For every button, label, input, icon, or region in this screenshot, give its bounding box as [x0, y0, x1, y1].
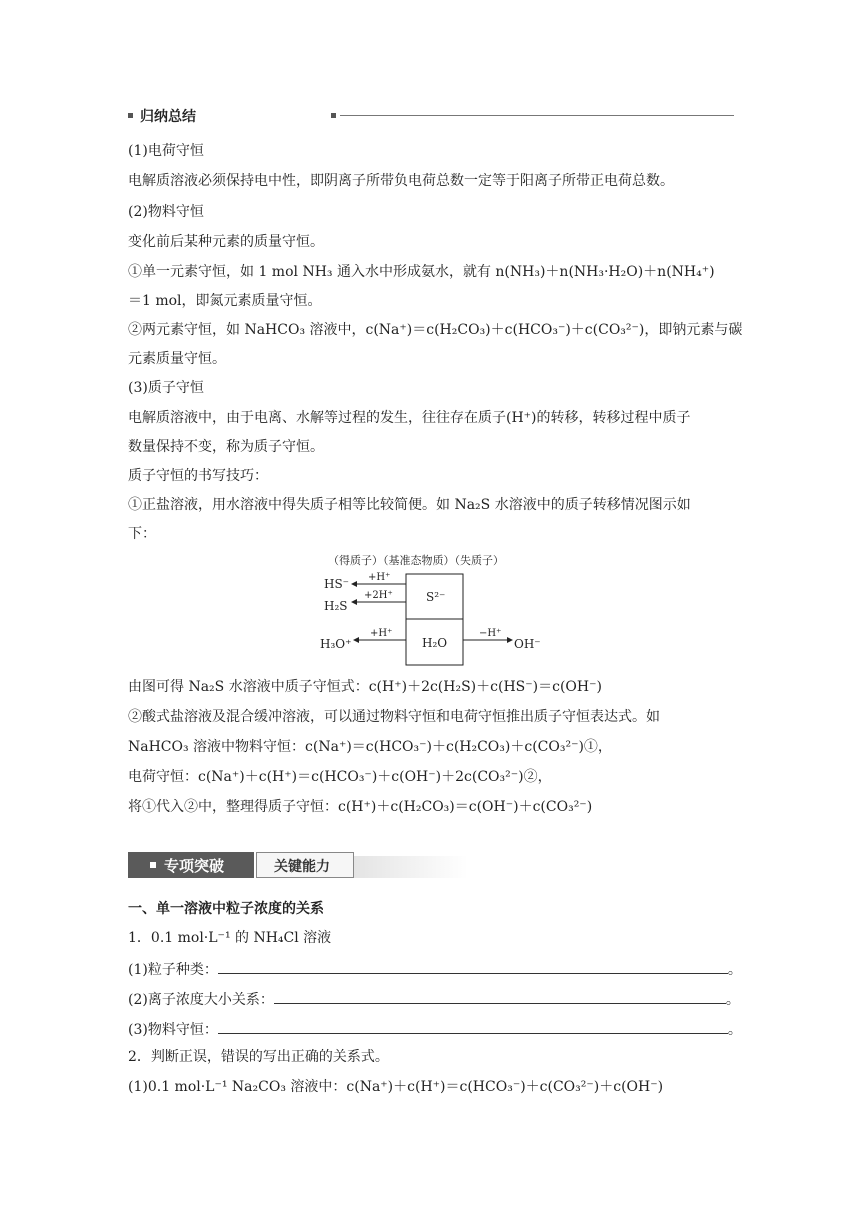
proton-item2-line2: NaHCO₃ 溶液中物料守恒：c(Na⁺)＝c(HCO₃⁻)＋c(H₂CO₃)＋c(CO₃²⁻)①， — [128, 739, 612, 755]
banner-right-label: 关键能力 — [274, 859, 330, 875]
question-1a-label: (1)粒子种类： — [128, 962, 218, 978]
material-item1-line2: ＝1 mol，即氮元素质量守恒。 — [128, 293, 322, 309]
diagram-header: （得质子）（基准态物质）（失质子） — [328, 554, 504, 567]
banner-dark — [128, 852, 254, 878]
question-1b-label: (2)离子浓度大小关系： — [128, 992, 274, 1008]
proton-item1-line2: 下： — [128, 526, 156, 542]
banner-light — [256, 852, 354, 878]
period: 。 — [727, 1022, 742, 1038]
proton-tip: 质子守恒的书写技巧： — [128, 468, 268, 484]
charge-heading: (1)电荷守恒 — [128, 143, 204, 159]
arrow-minus-h-label: −H⁺ — [479, 628, 502, 639]
h2s-label: H₂S — [324, 599, 348, 613]
h2o-label: H₂O — [422, 636, 448, 650]
proton-line1: 电解质溶液中，由于电离、水解等过程的发生，往往存在质子(H⁺)的转移，转移过程中质子 — [128, 410, 691, 426]
proton-item2-line1: ②酸式盐溶液及混合缓冲溶液，可以通过物料守恒和电荷守恒推出质子守恒表达式。如 — [128, 709, 660, 725]
arrow-h1-label: +H⁺ — [368, 572, 391, 583]
result-line: 由图可得 Na₂S 水溶液中质子守恒式：c(H⁺)＋2c(H₂S)＋c(HS⁻)＝c(OH⁻) — [128, 679, 602, 695]
h3o-label: H₃O⁺ — [320, 637, 352, 651]
proton-heading: (3)质子守恒 — [128, 380, 204, 396]
question-1b-row — [128, 989, 740, 1009]
oh-label: OH⁻ — [514, 637, 541, 651]
banner-fade — [354, 856, 468, 878]
hs-label: HS⁻ — [324, 577, 350, 591]
proton-item1-line1: ①正盐溶液，用水溶液中得失质子相等比较简便。如 Na₂S 水溶液中的质子转移情况图示如 — [128, 497, 691, 513]
proton-item2-line3: 电荷守恒：c(Na⁺)＋c(H⁺)＝c(HCO₃⁻)＋c(OH⁻)＋2c(CO₃²⁻)②， — [128, 769, 552, 785]
charge-text: 电解质溶液必须保持电中性，即阴离子所带负电荷总数一定等于阳离子所带正电荷总数。 — [128, 173, 674, 189]
material-text: 变化前后某种元素的质量守恒。 — [128, 234, 324, 250]
section-banner — [128, 852, 468, 880]
proton-item2-line4: 将①代入②中，整理得质子守恒：c(H⁺)＋c(H₂CO₃)＝c(OH⁻)＋c(CO₃²⁻) — [128, 799, 593, 815]
bullet-square-icon — [128, 113, 133, 118]
banner-left-label: 专项突破 — [164, 857, 225, 875]
arrow-2h-label: +2H⁺ — [364, 590, 393, 601]
question-2a: (1)0.1 mol·L⁻¹ Na₂CO₃ 溶液中：c(Na⁺)＋c(H⁺)＝c(HCO₃⁻)＋c(CO₃²⁻)＋c(OH⁻) — [128, 1079, 664, 1095]
section-header — [128, 106, 734, 126]
question-1c-label: (3)物料守恒： — [128, 1022, 218, 1038]
banner-square-icon — [150, 862, 156, 868]
period: 。 — [725, 992, 740, 1008]
question-1: 1．0.1 mol·L⁻¹ 的 NH₄Cl 溶液 — [128, 930, 332, 946]
answer-blank-1a[interactable] — [218, 959, 728, 974]
answer-blank-1b[interactable] — [274, 989, 726, 1004]
period: 。 — [727, 962, 742, 978]
bullet-square-icon — [331, 113, 336, 118]
answer-blank-1c[interactable] — [218, 1019, 728, 1034]
arrow-h3-label: +H⁺ — [370, 628, 393, 639]
question-1c-row — [128, 1019, 742, 1039]
question-2: 2．判断正误，错误的写出正确的关系式。 — [128, 1049, 389, 1065]
section-rule — [340, 115, 734, 116]
material-item1-line1: ①单一元素守恒，如 1 mol NH₃ 通入水中形成氨水，就有 n(NH₃)＋n(NH₃·H₂O)＋n(NH₄⁺) — [128, 264, 715, 280]
material-item2-line2: 元素质量守恒。 — [128, 351, 226, 367]
question-1a-row — [128, 959, 742, 979]
s2-label: S²⁻ — [426, 590, 446, 604]
proton-line2: 数量保持不变，称为质子守恒。 — [128, 439, 324, 455]
question-section-title: 一、单一溶液中粒子浓度的关系 — [128, 901, 324, 917]
material-item2-line1: ②两元素守恒，如 NaHCO₃ 溶液中，c(Na⁺)＝c(H₂CO₃)＋c(HCO₃⁻)＋c(CO₃²⁻)，即钠元素与碳 — [128, 322, 743, 338]
material-heading: (2)物料守恒 — [128, 204, 204, 220]
proton-transfer-diagram — [316, 550, 556, 672]
section-title: 归纳总结 — [140, 109, 196, 125]
